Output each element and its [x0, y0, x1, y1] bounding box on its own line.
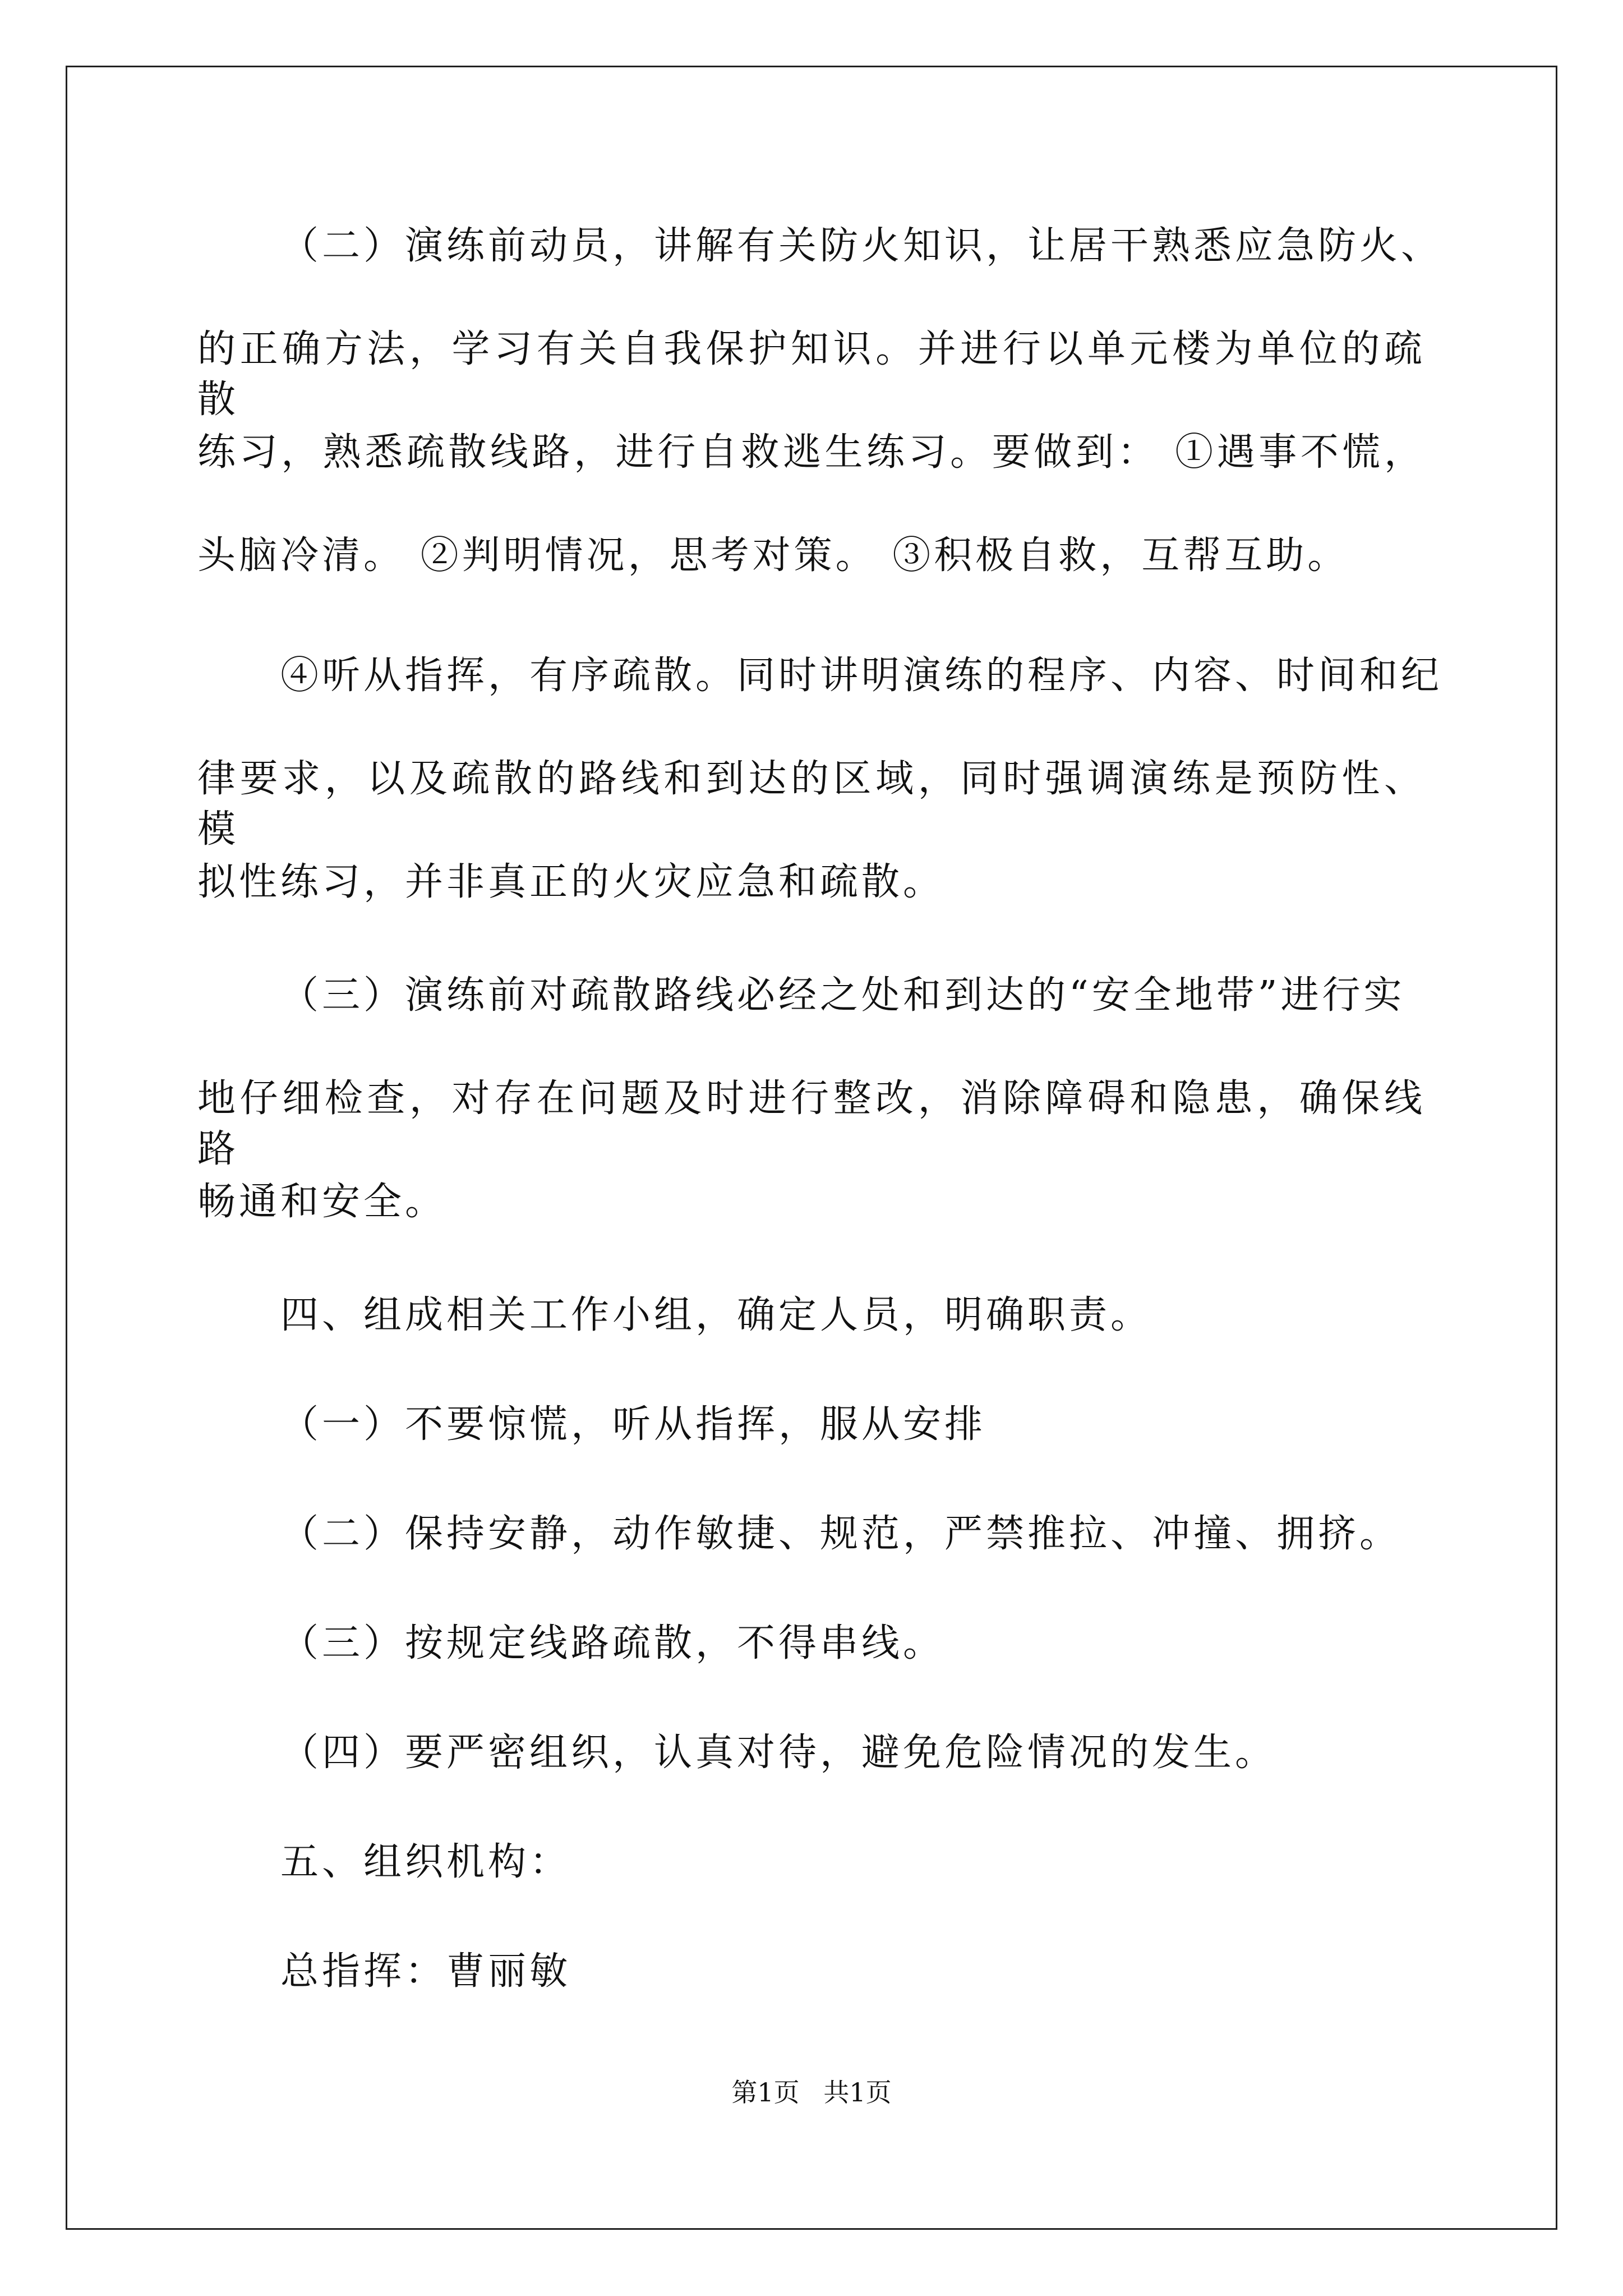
paragraph-line: 拟性练习，并非真正的火灾应急和疏散。 [197, 860, 945, 904]
paragraph-line: （三）演练前对疏散路线必经之处和到达的“安全地带”进行实 [280, 973, 1405, 1018]
list-item: （三）按规定线路疏散，不得串线。 [280, 1621, 945, 1665]
list-item: （四）要严密组织，认真对待，避免危险情况的发生。 [280, 1731, 1277, 1775]
page-number-total: 共1页 [823, 2077, 892, 2108]
paragraph-line: 练习，熟悉疏散线路，进行自救逃生练习。要做到： ①遇事不慌， [197, 430, 1426, 475]
paragraph-line: 头脑冷清。 ②判明情况，思考对策。 ③积极自救，互帮互助。 [197, 533, 1349, 578]
page-footer [0, 2076, 1623, 2109]
paragraph-line: （二）演练前动员，讲解有关防火知识，让居干熟悉应急防火、 [280, 224, 1443, 268]
list-item: （二）保持安静，动作敏捷、规范，严禁推拉、冲撞、拥挤。 [280, 1512, 1401, 1556]
paragraph-line: 地仔细检查，对存在问题及时进行整改，消除障碍和隐患，确保线路 [197, 1076, 1426, 1171]
paragraph-line: 律要求，以及疏散的路线和到达的区域，同时强调演练是预防性、模 [197, 757, 1426, 852]
paragraph-line: 的正确方法，学习有关自我保护知识。并进行以单元楼为单位的疏散 [197, 327, 1426, 422]
section-heading: 四、组成相关工作小组，确定人员，明确职责。 [280, 1293, 1152, 1337]
paragraph-line: ④听从指挥，有序疏散。同时讲明演练的程序、内容、时间和纪 [280, 654, 1443, 698]
list-item: （一）不要惊慌，听从指挥，服从安排 [280, 1402, 986, 1447]
page-number-current: 第1页 [731, 2077, 800, 2108]
paragraph-line: 畅通和安全。 [197, 1180, 447, 1224]
section-heading: 五、组织机构： [280, 1840, 571, 1884]
paragraph-line: 总指挥：曹丽敏 [280, 1949, 571, 1994]
